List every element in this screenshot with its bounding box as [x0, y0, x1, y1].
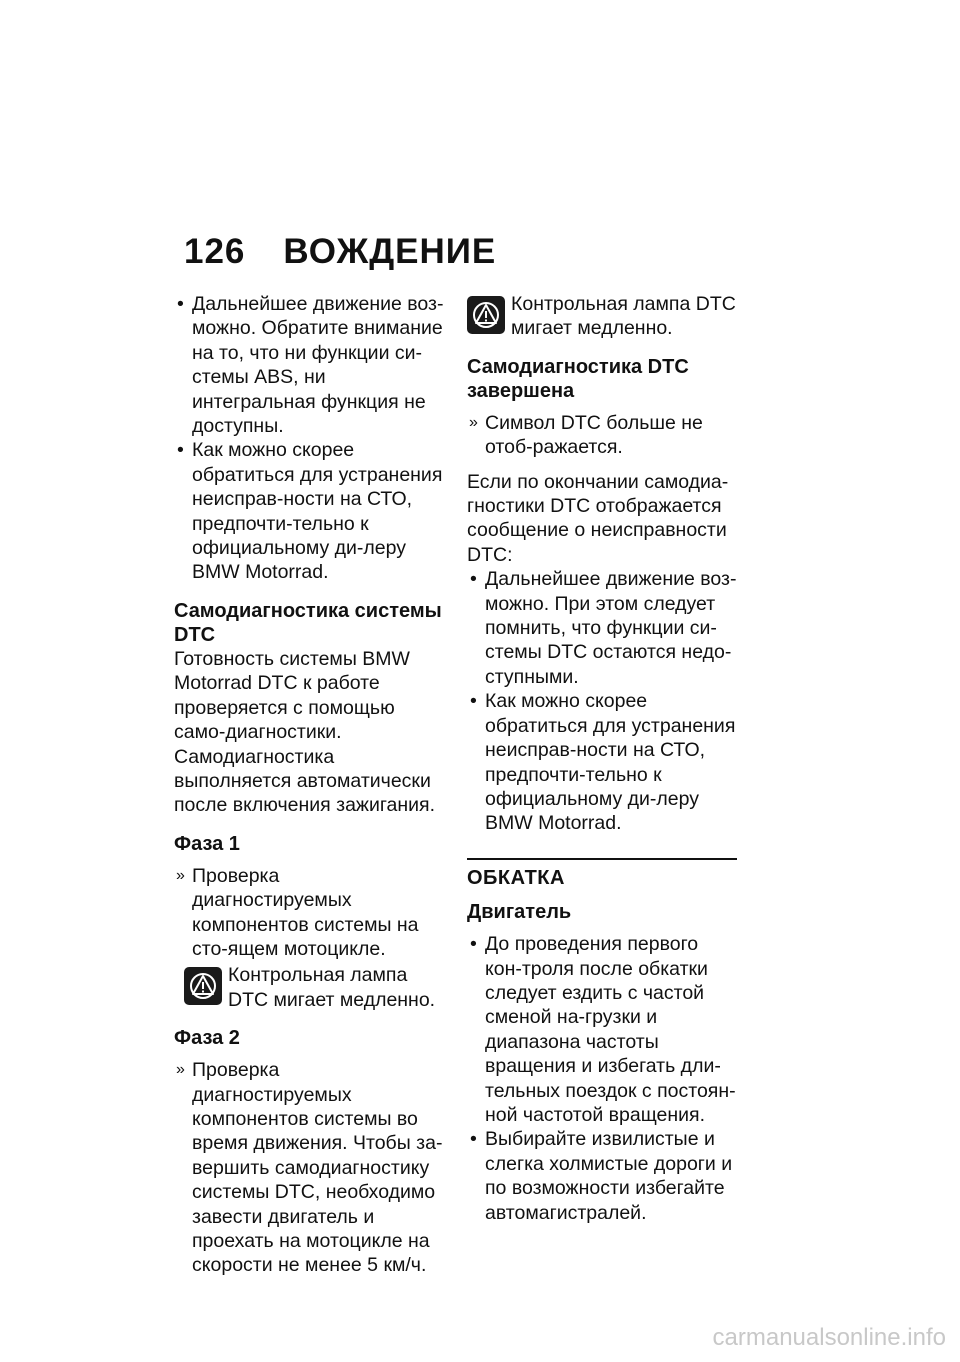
- paragraph-ready: Готовность системы BMW Motorrad DTC к работе проверяется с помощью само-диагностики. Самодиагностика выполняется автоматически после включения зажигания.: [174, 647, 436, 817]
- dtc-warning-lamp-icon: [467, 296, 505, 334]
- page-number: 126: [184, 232, 246, 271]
- list-item: • Дальнейшее движение воз-можно. При этом следует помнить, что функции си-стемы DTC остаются недо-ступными.: [467, 567, 739, 689]
- list-item: • До проведения первого кон-троля после обкатки следует ездить с частой сменой на-грузки и диапазона частоты вращения и избегать дли-тельных поездок с постоян-ной частотой вращения.: [467, 932, 739, 1127]
- subheading-engine: Двигатель: [467, 901, 572, 924]
- lamp-note-text: Контрольная лампа DTC мигает медленно.: [511, 293, 736, 340]
- left-column: [174, 292, 444, 1278]
- lamp-note-top: [467, 292, 739, 341]
- step-phase-2: » Проверка диагностируемых компонентов системы во время движения. Чтобы за-вершить самодиагностику системы DTC, необходимо завести двигатель и проехать на мотоцикле на скорости не менее 5 км/ч.: [174, 1058, 444, 1278]
- heading-selfdiag-done: Самодиагностика DTC завершена: [467, 355, 689, 402]
- page-header: [184, 232, 496, 282]
- list-item: • Выбирайте извилистые и слегка холмистые дороги и по возможности избегайте автомагистралей.: [467, 1127, 739, 1225]
- right-column: [467, 292, 739, 1225]
- list-item: • Как можно скорее обратиться для устранения неисправ-ности на СТО, предпочти-тельно к официальному ди-леру BMW Motorrad.: [174, 438, 444, 584]
- list-item: • Как можно скорее обратиться для устранения неисправ-ности на СТО, предпочти-тельно к официальному ди-леру BMW Motorrad.: [467, 689, 739, 835]
- section-divider: [467, 858, 737, 860]
- watermark: carmanualsonline.info: [712, 1324, 946, 1351]
- paragraph-if-fault: Если по окончании самодиа-гностики DTC отображается сообщение о неисправности DTC:: [467, 470, 729, 566]
- section-title: ОБКАТКА: [467, 866, 565, 889]
- heading-phase-1: Фаза 1: [174, 832, 240, 855]
- page-title: ВОЖДЕНИЕ: [283, 232, 497, 271]
- heading-phase-2: Фаза 2: [174, 1027, 240, 1050]
- dtc-warning-lamp-icon: [184, 967, 222, 1005]
- list-item: • Дальнейшее движение воз-можно. Обратите внимание на то, что ни функции си-стемы ABS, ни интегральная функция не доступны.: [174, 292, 444, 438]
- heading-selfdiag: Самодиагностика системы DTC: [174, 599, 442, 646]
- step-done: » Символ DTC больше не отоб-ражается.: [467, 411, 739, 460]
- step-phase-1: » Проверка диагностируемых компонентов системы на сто-ящем мотоцикле.: [174, 864, 444, 962]
- lamp-note-phase-1: [174, 963, 444, 1012]
- lamp-note-text: Контрольная лампа DTC мигает медленно.: [228, 964, 436, 1011]
